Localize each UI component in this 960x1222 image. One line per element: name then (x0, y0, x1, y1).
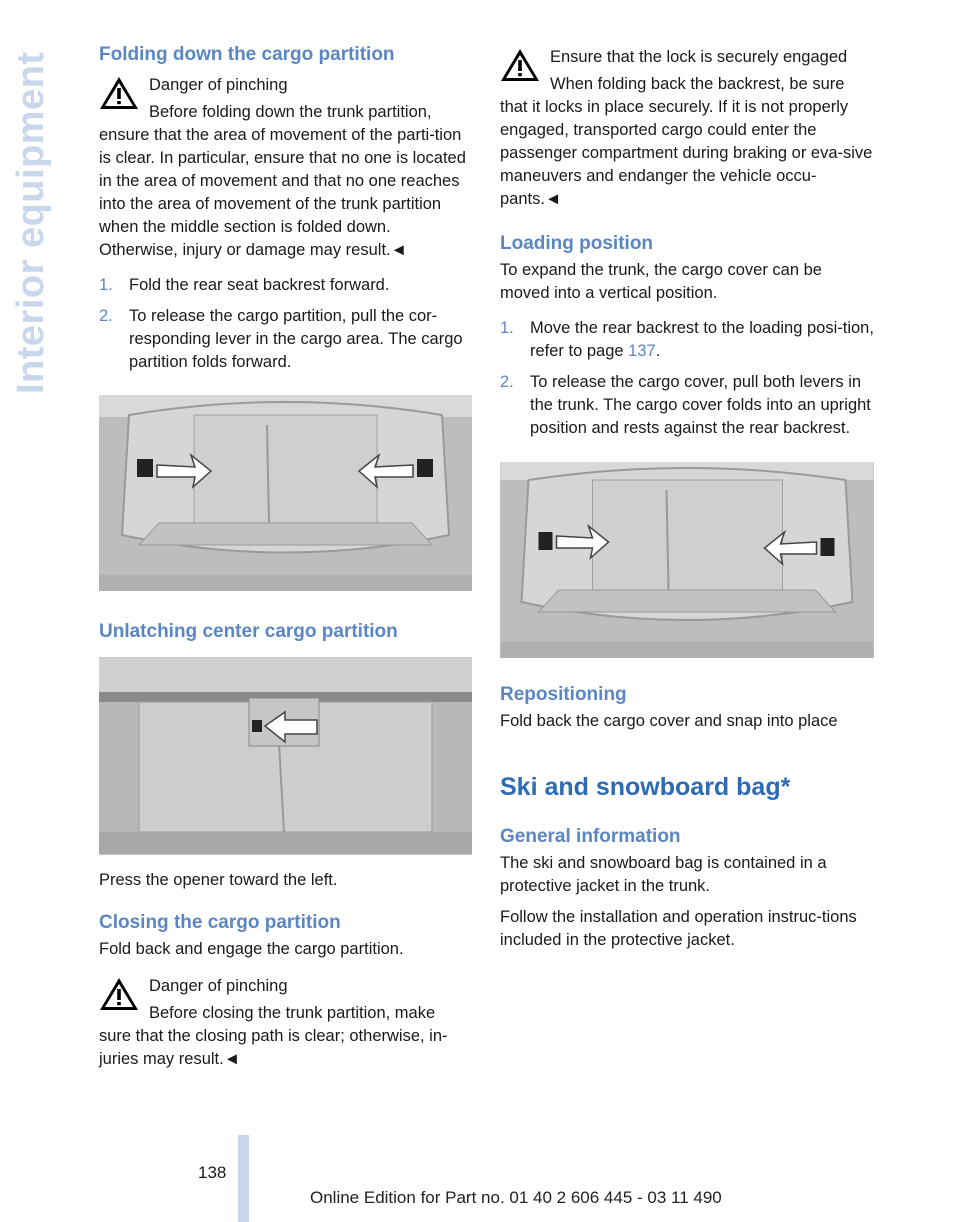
warning-lock (500, 44, 874, 211)
step-item (99, 305, 472, 374)
ski-bag-heading: Ski and snowboard bag* (500, 773, 791, 801)
repositioning-heading: Repositioning (500, 684, 627, 705)
step-number: 2. (500, 373, 514, 391)
loading-steps (500, 317, 874, 440)
unlatch-heading: Unlatching center cargo partition (99, 621, 398, 642)
warning-body: that it locks in place securely. If it is not properly engaged, transported cargo could enter the passenger compartment during braking or eva-sive maneuvers and endanger the vehicle occu-pants.◄ (500, 98, 873, 208)
step-text: To release the cargo partition, pull the cor-responding lever in the cargo area. The cargo partition folds forward. (129, 307, 463, 371)
general-text-2: Follow the installation and operation instruc-tions included in the protective jacket. (500, 908, 857, 949)
right-column (500, 44, 874, 952)
side-section-title: Interior equipment (10, 51, 52, 394)
warning-pinching-2 (99, 973, 472, 1071)
center-opener-arrow-photo (99, 657, 472, 855)
warning-body: sure that the closing path is clear; otherwise, in-juries may result.◄ (99, 1027, 448, 1068)
step-text: Move the rear backrest to the loading posi-tion, refer to page (530, 319, 874, 360)
step-item (500, 371, 874, 440)
press-text: Press the opener toward the left. (99, 871, 338, 889)
warning-triangle-icon (99, 76, 139, 110)
folding-steps (99, 274, 472, 374)
step-text: To release the cargo cover, pull both levers in the trunk. The cargo cover folds into an upright position and rests against the rear backrest. (530, 373, 871, 437)
step-number: 1. (99, 276, 113, 294)
step-item (500, 317, 874, 363)
warning-pinching-1 (99, 72, 472, 262)
general-text-1: The ski and snowboard bag is contained in a protective jacket in the trunk. (500, 854, 827, 895)
warning-body: ensure that the area of movement of the parti-tion is clear. In particular, ensure that no one is located in the area of movement and that no one reaches into the area of movement of the trunk partition when the middle section is folded down. Otherwise, injury or damage may result.◄ (99, 126, 466, 259)
loading-heading: Loading position (500, 233, 654, 254)
step-number: 2. (99, 307, 113, 325)
closing-text: Fold back and engage the cargo partition. (99, 940, 404, 958)
step-item (99, 274, 472, 297)
cargo-lever-arrows-photo (99, 395, 472, 591)
warning-line: Before closing the trunk partition, make (149, 1004, 436, 1022)
closing-heading: Closing the cargo partition (99, 912, 341, 933)
page-reference-link[interactable]: 137 (628, 342, 656, 360)
warning-line: Before folding down the trunk partition, (149, 103, 432, 121)
folding-heading: Folding down the cargo partition (99, 44, 395, 65)
footer-bar (238, 1135, 249, 1222)
general-heading: General information (500, 826, 681, 847)
warning-triangle-icon (99, 977, 139, 1011)
warning-title: Ensure that the lock is securely engaged (550, 48, 848, 66)
step-text: Fold the rear seat backrest forward. (129, 276, 390, 294)
warning-triangle-icon (500, 48, 540, 82)
page-number: 138 (198, 1163, 227, 1182)
loading-text: To expand the trunk, the cargo cover can be moved into a vertical position. (500, 261, 822, 302)
footer-edition: Online Edition for Part no. 01 40 2 606 445 - 03 11 490 (310, 1188, 722, 1207)
warning-line: When folding back the backrest, be sure (550, 75, 845, 93)
warning-title: Danger of pinching (149, 76, 288, 94)
step-number: 1. (500, 319, 514, 337)
repositioning-text: Fold back the cargo cover and snap into place (500, 712, 838, 730)
step-text-end: . (655, 342, 661, 360)
left-column (99, 44, 472, 1071)
cargo-cover-levers-photo (500, 462, 874, 658)
warning-title: Danger of pinching (149, 977, 288, 995)
side-section-label (4, 40, 56, 400)
